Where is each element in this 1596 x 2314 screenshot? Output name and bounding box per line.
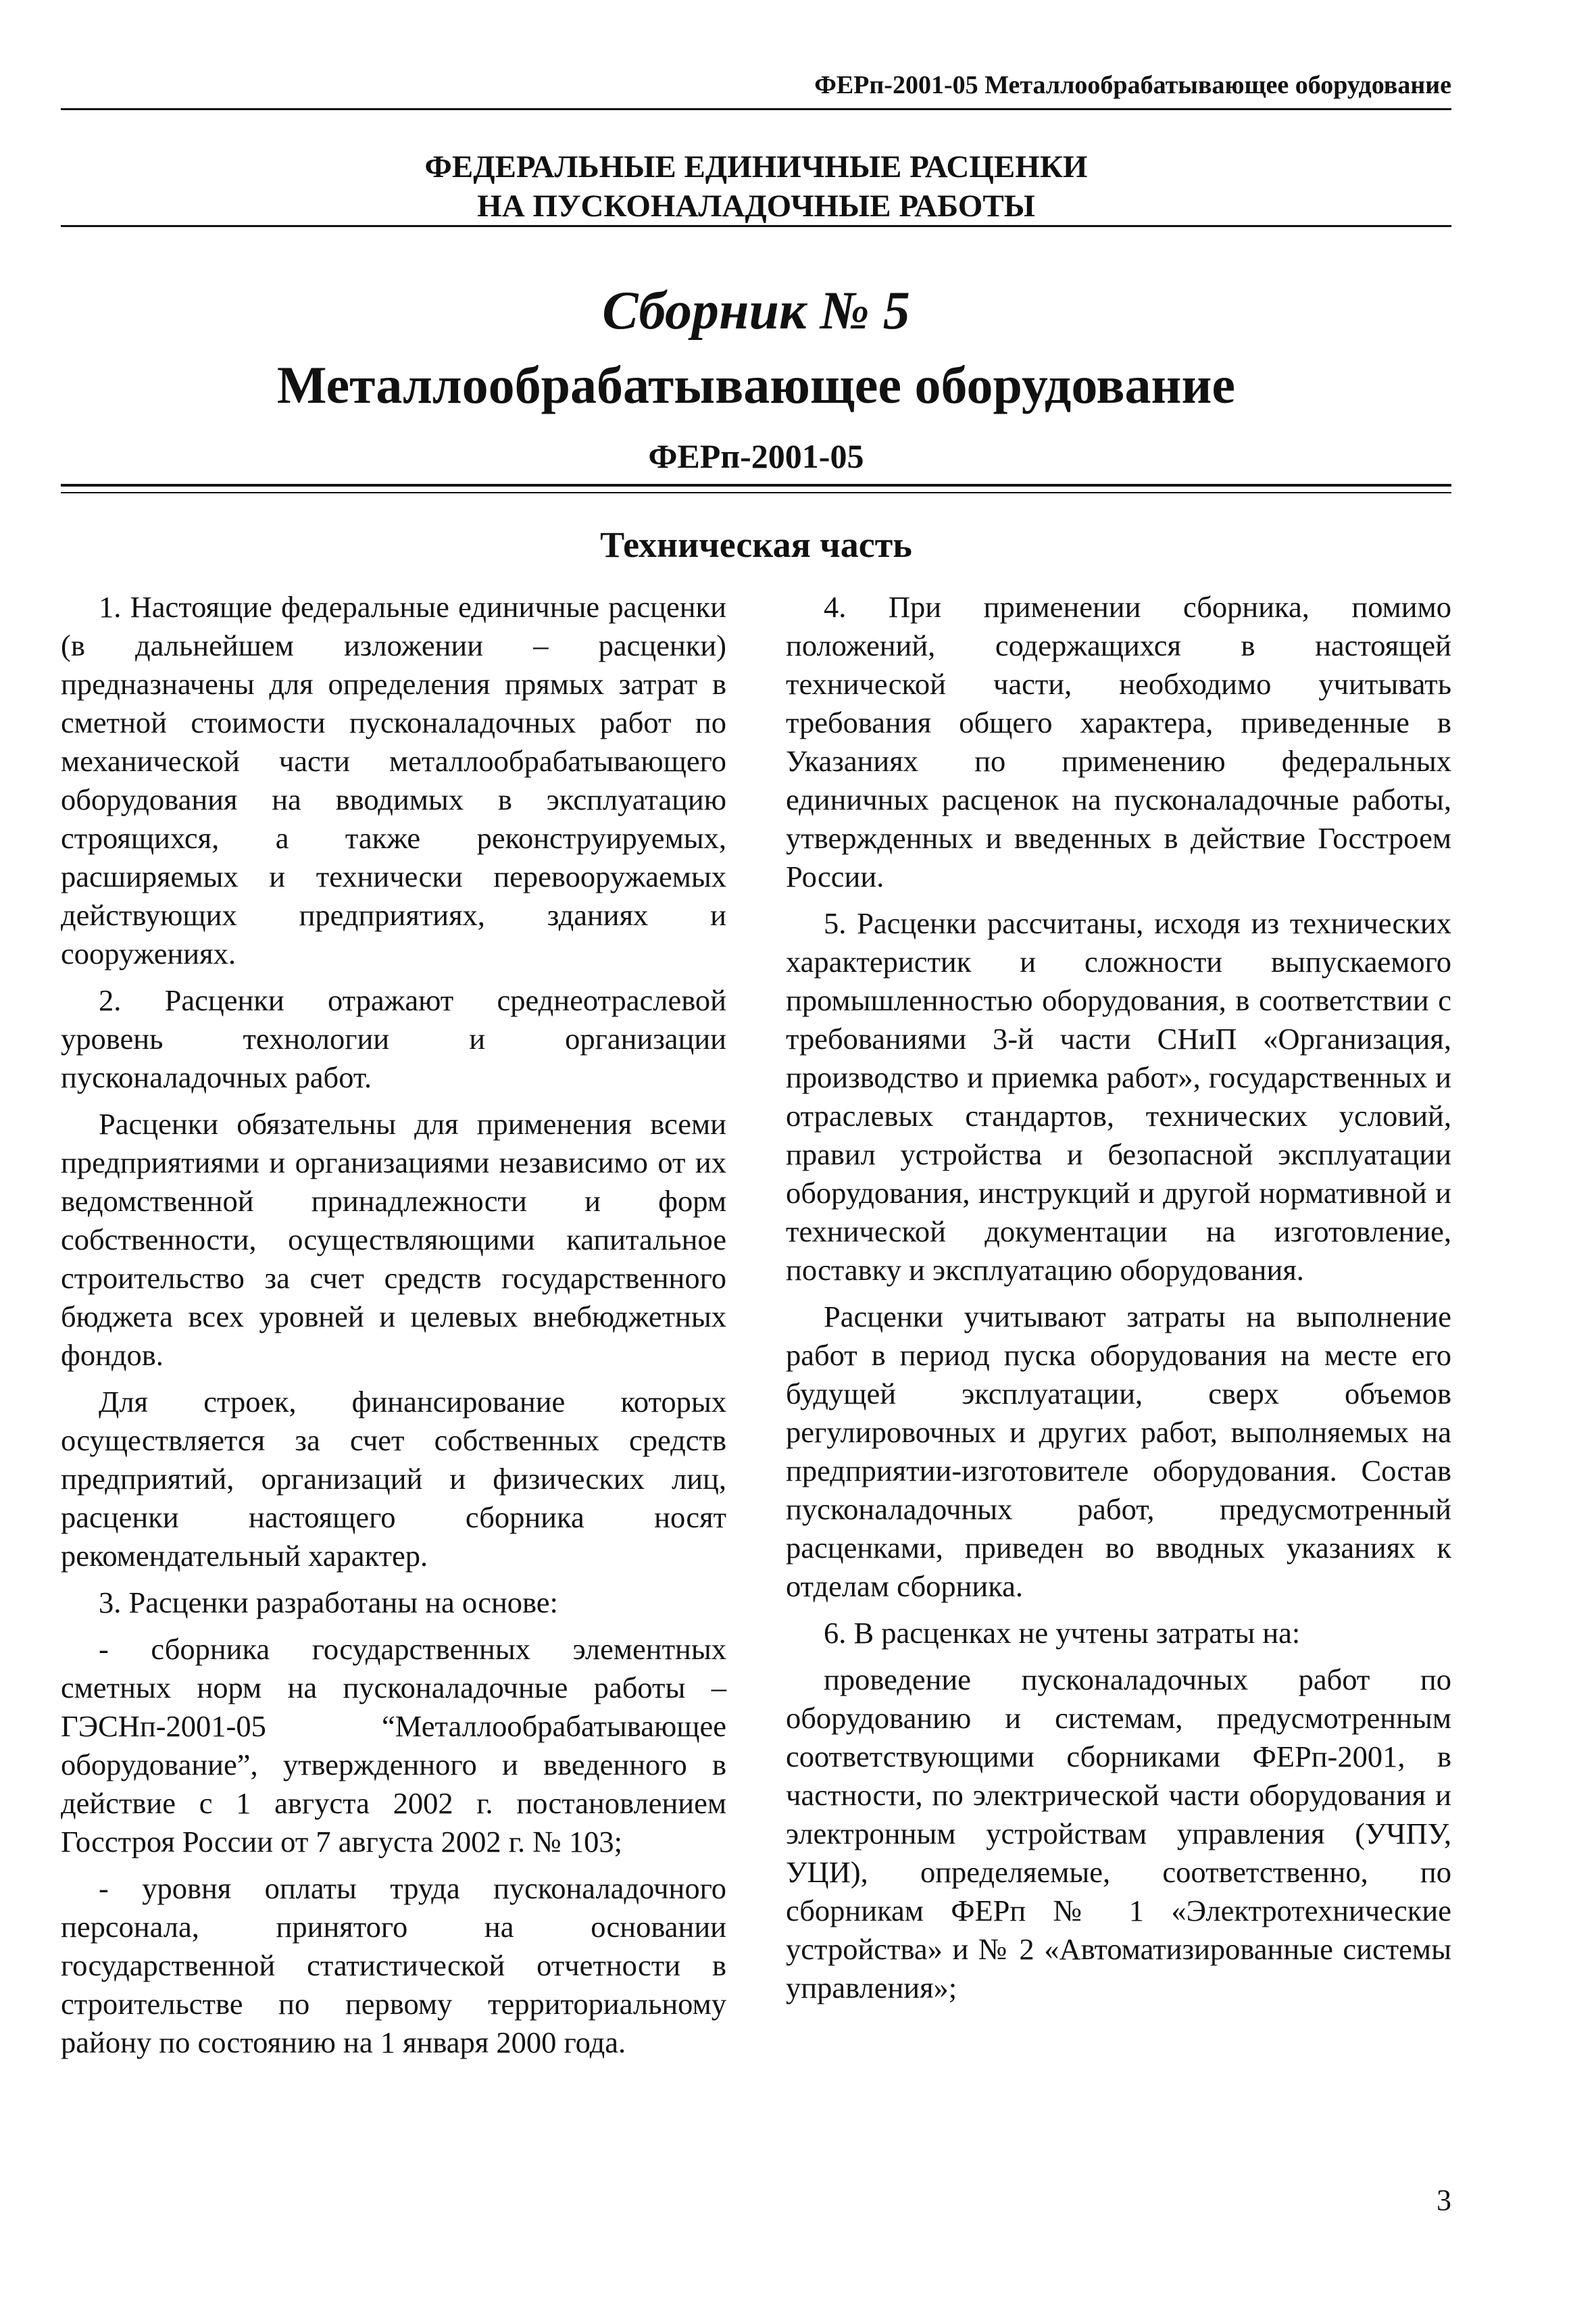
paragraph: - сборника государственных элементных сметных норм на пусконаладочные работы – ГЭСНп-2001-05 “Металлообрабатывающее оборудование”, утвержденного и введенного в действие с 1 августа 2002 г. постановлением Госстроя России от 7 августа 2002 г. № 103; bbox=[61, 1632, 726, 1858]
title-rule-thin bbox=[61, 492, 1451, 493]
paragraph: 6. В расценках не учтены затраты на: bbox=[824, 1616, 1301, 1650]
collection-code: ФЕРп-2001-05 bbox=[648, 437, 864, 475]
paragraph: Для строек, финансирование которых осуществляется за счет собственных средств предприятий, организаций и физических лиц, расценки настоящего сборника носят рекомендательный характер. bbox=[61, 1385, 726, 1573]
left-column bbox=[61, 588, 726, 2070]
paragraph: 3. Расценки разработаны на основе: bbox=[99, 1585, 558, 1619]
header-rule bbox=[61, 108, 1451, 110]
document-heading-line-1: ФЕДЕРАЛЬНЫЕ ЕДИНИЧНЫЕ РАСЦЕНКИ bbox=[424, 149, 1088, 184]
title-rule-thick bbox=[61, 484, 1451, 487]
paragraph: - уровня оплаты труда пусконаладочного персонала, принятого на основании государственной статистической отчетности в строительстве по первому территориальному району по состоянию на 1 января 2000 года. bbox=[61, 1871, 726, 2059]
paragraph: Расценки учитывают затраты на выполнение работ в период пуска оборудования на месте его будущей эксплуатации, сверх объемов регулировочных и других работ, выполняемых на предприятии-изготовителе оборудования. Состав пусконаладочных работ, предусмотренный расценками, приведен во вводных указаниях к отделам сборника. bbox=[786, 1300, 1451, 1603]
right-column bbox=[786, 588, 1451, 2015]
paragraph: 4. При применении сборника, помимо положений, содержащихся в настоящей технической части, необходимо учитывать требования общего характера, приведенные в Указаниях по применению федеральных единичных расценок на пусконаладочные работы, утвержденных и введенных в действие Госстроем России. bbox=[786, 590, 1451, 893]
paragraph: 1. Настоящие федеральные единичные расценки (в дальнейшем изложении – расценки) предназначены для определения прямых затрат в сметной стоимости пусконаладочных работ по механической части металлообрабатывающего оборудования на вводимых в эксплуатацию строящихся, а также реконструируемых, расширяемых и технически перевооружаемых действующих предприятиях, зданиях и сооружениях. bbox=[61, 590, 726, 970]
paragraph: проведение пусконаладочных работ по оборудованию и системам, предусмотренным соответствующими сборниками ФЕРп-2001, в частности, по электрической части оборудования и электронным устройствам управления (УЧПУ, УЦИ), определяемые, соответственно, по сборникам ФЕРп № 1 «Электротехнические устройства» и № 2 «Автоматизированные системы управления»; bbox=[786, 1663, 1451, 2004]
running-head: ФЕРп-2001-05 Металлообрабатывающее оборудование bbox=[814, 71, 1451, 99]
heading-rule bbox=[61, 225, 1451, 227]
collection-number: Сборник № 5 bbox=[602, 281, 910, 341]
document-heading-line-2: НА ПУСКОНАЛАДОЧНЫЕ РАБОТЫ bbox=[477, 189, 1035, 224]
page-number: 3 bbox=[1437, 2184, 1451, 2217]
paragraph: Расценки обязательны для применения всеми предприятиями и организациями независимо от их ведомственной принадлежности и форм собственности, осуществляющими капитальное строительство за счет средств государственного бюджета всех уровней и целевых внебюджетных фондов. bbox=[61, 1107, 726, 1372]
collection-title: Металлообрабатывающее оборудование bbox=[276, 355, 1236, 414]
section-title: Техническая часть bbox=[600, 524, 912, 565]
paragraph: 2. Расценки отражают среднеотраслевой уровень технологии и организации пусконаладочных работ. bbox=[61, 983, 726, 1094]
paragraph: 5. Расценки рассчитаны, исходя из технических характеристик и сложности выпускаемого промышленностью оборудования, в соответствии с требованиями 3-й части СНиП «Организация, производство и приемка работ», государственных и отраслевых стандартов, технических условий, правил устройства и безопасной эксплуатации оборудования, инструкций и другой нормативной и технической документации на изготовление, поставку и эксплуатацию оборудования. bbox=[786, 906, 1451, 1287]
